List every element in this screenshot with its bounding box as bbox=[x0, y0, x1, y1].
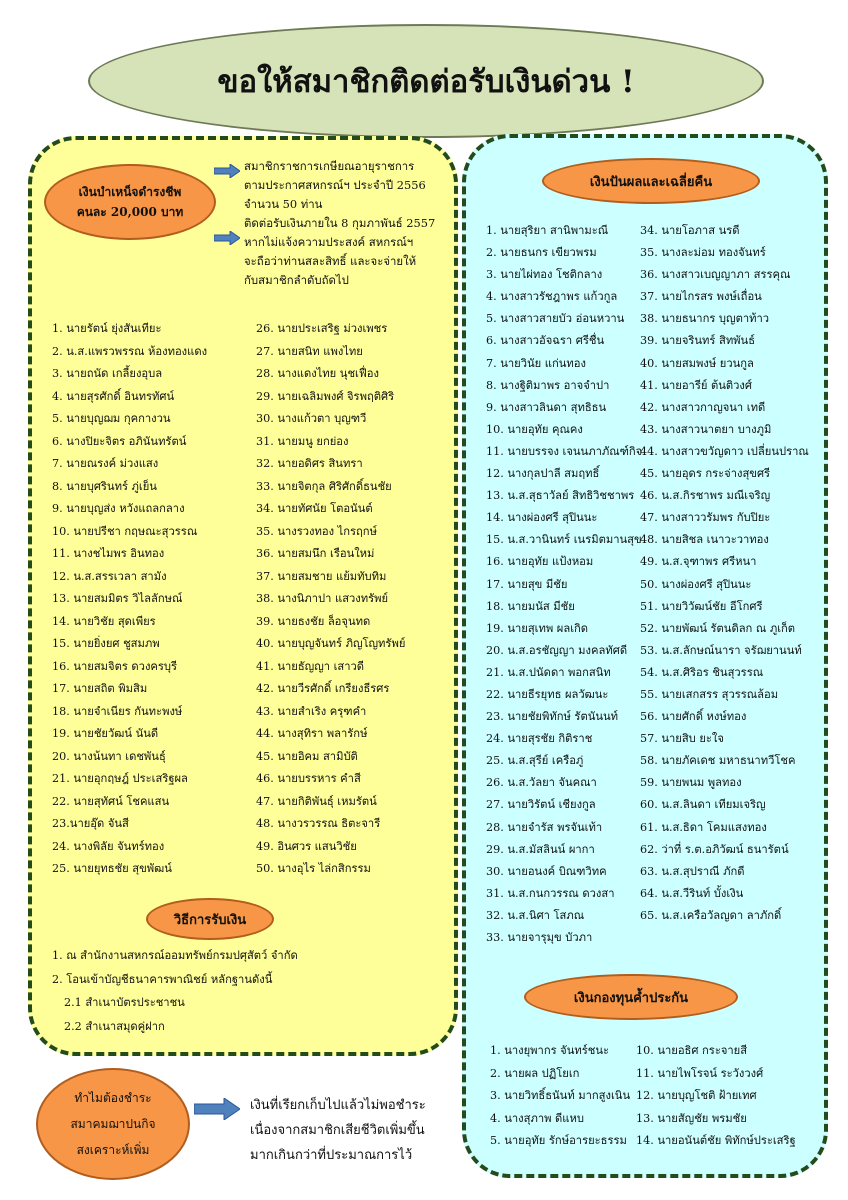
association-text-line: มากเกินกว่าที่ประมาณการไว้ bbox=[250, 1148, 413, 1163]
list-item: 32. น.ส.นิศา โสภณ bbox=[486, 908, 585, 922]
list-item: 25. นายยุทธชัย สุขพัฒน์ bbox=[52, 862, 172, 875]
association-text bbox=[250, 1093, 426, 1168]
list-item: 28. นางแดงไทย นุชเฟื่อง bbox=[256, 367, 379, 380]
list-item: 51. นายวิวัฒน์ชัย อีโกศรี bbox=[640, 599, 763, 613]
list-item: 8. นางฐิติมาพร อาจจำปา bbox=[486, 378, 610, 392]
guarantee-fund-col1 bbox=[490, 1040, 630, 1153]
page-title: ขอให้สมาชิกติดต่อรับเงินด่วน ! bbox=[217, 64, 635, 100]
list-item: 42. นางสาวกาญจนา เทดี bbox=[640, 400, 766, 414]
list-item: 44. นางสุทิรา พลารักษ์ bbox=[256, 727, 368, 740]
list-item: 53. น.ส.ลักษณ์นารา จรัฌยานนท์ bbox=[640, 643, 802, 657]
list-item: 9. นายบุญส่ง หวังแถลกลาง bbox=[52, 502, 185, 515]
list-item: 30. นางแก้วตา บุญฑวี bbox=[256, 412, 367, 425]
payment-method-oval bbox=[146, 898, 274, 940]
list-item: 29. นายเฉลิมพงศ์ จิรพฤติศิริ bbox=[256, 389, 395, 403]
list-item: 21. นายอุกฤษฎ์ ประเสริฐผล bbox=[52, 772, 188, 785]
list-item: 64. น.ส.วีรินท์ บั้งเงิน bbox=[640, 886, 744, 900]
list-item: 50. นางผ่องศรี สุปินนะ bbox=[640, 577, 752, 591]
list-item: 37. นายไกรสร พงษ์เถื่อน bbox=[640, 290, 762, 304]
list-item: 11. นายไพโรจน์ ระวังวงศ์ bbox=[636, 1066, 764, 1080]
list-item: 10. นายอุทัย คุณคง bbox=[486, 422, 583, 436]
list-item: 9. นางสาวลินดา สุทธิธน bbox=[486, 400, 607, 414]
list-item: 4. นายสุรศักดิ์ อินทรทัศน์ bbox=[52, 389, 175, 403]
pension-notes bbox=[244, 157, 435, 290]
list-item: 62. ว่าที่ ร.ต.อภิวัฒน์ ธนารัตน์ bbox=[640, 842, 789, 856]
list-item: 13. นายสมมิตร วิไลลักษณ์ bbox=[52, 592, 183, 605]
list-item: 43. นายสำเริง ครุฑคำ bbox=[256, 704, 367, 718]
list-item: 10. นายปรีชา กฤษณะสุวรรณ bbox=[52, 524, 198, 538]
list-item: 36. นายสมนึก เรือนใหม่ bbox=[256, 547, 375, 560]
dividend-title: เงินปันผลและเฉลี่ยคืน bbox=[589, 174, 713, 190]
list-item: 22. นายธีรยุทธ ผลวัฒนะ bbox=[486, 687, 609, 701]
list-item: 48. นางวรวรรณ ธิตะจารี bbox=[256, 817, 381, 830]
list-item: 15. น.ส.วานินทร์ เนรมิตมานสุข bbox=[486, 533, 642, 547]
list-item: 1. นายสุริยา สานิพามะณี bbox=[486, 224, 609, 237]
list-item: 2. โอนเข้าบัญชีธนาคารพาณิชย์ หลักฐานดังนี้ bbox=[52, 972, 273, 986]
association-text-line: เงินที่เรียกเก็บไปแล้วไม่พอชำระ bbox=[250, 1098, 426, 1113]
list-item: 42. นายวีรศักดิ์ เกรียงธีรศร bbox=[256, 682, 390, 695]
association-oval-line: สงเคราะห์เพิ่ม bbox=[76, 1143, 150, 1157]
pension-list-col2 bbox=[256, 318, 405, 881]
list-item: 12. นางกุลปาลี สมฤทธิ์ bbox=[486, 467, 600, 481]
list-item: 43. นางสาวนาตยา บางภูมิ bbox=[640, 422, 772, 436]
list-item: 7. นายณรงค์ ม่วงแสง bbox=[52, 457, 159, 470]
pension-oval-line2: คนละ 20,000 บาท bbox=[76, 205, 184, 219]
list-item: 57. นายสิบ ยะใจ bbox=[640, 732, 724, 746]
list-item: 47. นายกิติพันธุ์ เหมรัตน์ bbox=[256, 794, 377, 808]
list-item: 5. นายอุทัย รักษ์อารยะธรรม bbox=[490, 1134, 627, 1148]
note-line: กับสมาชิกลำดับถัดไป bbox=[244, 273, 349, 287]
list-item: 10. นายอธิศ กระจายสี bbox=[636, 1044, 748, 1057]
list-item: 3. นายวิทธิ์ธนันท์ มากสูงเนิน bbox=[490, 1089, 631, 1103]
list-item: 24. นางพิลัย จันทร์ทอง bbox=[52, 839, 165, 853]
list-item: 1. นายรัตน์ ยุ่งสันเทียะ bbox=[52, 322, 162, 335]
list-item: 34. นายโอภาส นรดี bbox=[640, 224, 740, 237]
list-item: 60. น.ส.ลินดา เทียมเจริญ bbox=[640, 798, 766, 812]
list-item: 45. นายอิคม สามิบัติ bbox=[256, 749, 358, 763]
arrow-right-icon bbox=[214, 231, 240, 245]
list-item: 58. นายภัคเดช มหาธนาทวีโชค bbox=[640, 754, 796, 768]
note-line: ตามประกาศสหกรณ์ฯ ประจำปี 2556 bbox=[244, 178, 426, 192]
list-item: 52. นายพัฒน์ รัตนดิลก ณ ภูเก็ต bbox=[640, 621, 796, 635]
list-item: 28. นายจำรัส พรจันเท้า bbox=[486, 820, 603, 834]
list-item: 56. นายศักดิ์ หงษ์ทอง bbox=[640, 710, 747, 724]
association-text-line: เนื่องจากสมาชิกเสียชีวิตเพิ่มขึ้น bbox=[250, 1123, 425, 1138]
list-item: 49. น.ส.จุฑาพร ศรีหนา bbox=[640, 555, 757, 569]
list-item: 20. นางน้นทา เดชพันธุ์ bbox=[52, 749, 166, 763]
list-item: 59. นายพนม พูลทอง bbox=[640, 776, 742, 790]
list-item: 17. นายสุข มีชัย bbox=[486, 577, 568, 591]
list-item: 3. นายถนัด เกลี้ยงอุบล bbox=[52, 367, 163, 380]
list-item: 54. น.ส.ศิริอร ชินสุวรรณ bbox=[640, 665, 764, 679]
list-item: 3. นายไผ่ทอง โชติกลาง bbox=[486, 268, 603, 282]
list-item: 20. น.ส.อรชัญญา มงคลทัศดี bbox=[486, 643, 628, 657]
list-item: 22. นายสุทัศน์ โชคแสน bbox=[52, 794, 170, 808]
list-item: 61. น.ส.ธิดา โคมแสงทอง bbox=[640, 820, 767, 834]
list-item: 21. น.ส.ปนัดดา พอกสนิท bbox=[486, 665, 611, 679]
list-item: 24. นายสุรชัย กิติราช bbox=[486, 732, 593, 746]
list-item: 7. นายวินัย แก่นทอง bbox=[486, 356, 586, 370]
list-item: 23.นายอุ๊ด จันสี bbox=[52, 817, 129, 830]
list-item: 13. นายสัญชัย พรมชัย bbox=[636, 1111, 747, 1125]
note-line: ติดต่อรับเงินภายใน 8 กุมภาพันธ์ 2557 bbox=[244, 216, 436, 230]
list-item: 1. ณ สำนักงานสหกรณ์ออมทรัพย์กรมปศุสัตว์ จำกัด bbox=[52, 949, 298, 962]
dividend-oval bbox=[542, 158, 760, 204]
list-item: 65. น.ส.เครือวัลญดา ลาภักดิ์ bbox=[640, 908, 782, 922]
list-item: 30. นายอนงค์ บิณฑวิทค bbox=[486, 864, 607, 878]
list-item: 41. นายอารีย์ ต้นติวงศ์ bbox=[640, 378, 752, 392]
guarantee-fund-oval bbox=[524, 974, 738, 1020]
list-item: 12. น.ส.สรรเวลา สามัง bbox=[52, 569, 167, 583]
list-item: 34. นายทัศนัย โตอนันต์ bbox=[256, 502, 373, 515]
list-item: 27. นายวิรัตน์ เชียงกูล bbox=[486, 798, 596, 812]
list-item: 29. น.ส.มัสลินน์ ผากา bbox=[486, 842, 595, 856]
list-item: 14. นางผ่องศรี สุปินนะ bbox=[486, 511, 598, 525]
list-item: 18. นายจำเนียร กันทะพงษ์ bbox=[52, 704, 183, 718]
list-item: 33. นายจิตกุล ศิริศักดิ์ธนชัย bbox=[256, 479, 392, 493]
list-item: 19. นายชัยวัฒน์ นันดี bbox=[52, 727, 159, 740]
payment-method-title: วิธีการรับเงิน bbox=[173, 912, 247, 928]
title-banner bbox=[88, 24, 764, 138]
pension-oval bbox=[44, 164, 216, 240]
list-item: 49. อินศวร แสนวิชัย bbox=[256, 839, 357, 853]
note-line: จำนวน 50 ท่าน bbox=[244, 197, 323, 211]
list-item: 19. นายสุเทพ ผลเกิด bbox=[486, 621, 589, 635]
list-item: 40. นายสมพงษ์ ยวนกูล bbox=[640, 356, 754, 370]
list-item: 33. นายจารุมุข บัวภา bbox=[486, 931, 593, 944]
list-item: 41. นายธัญญา เสาวดี bbox=[256, 659, 365, 673]
list-item: 31. น.ส.กนกวรรณ ดวงสา bbox=[486, 886, 615, 900]
list-item: 35. นางละม่อม ทองจันทร์ bbox=[640, 246, 766, 260]
list-item: 15. นายยิ่งยศ ชูสมภพ bbox=[52, 637, 160, 650]
list-item: 63. น.ส.สุปราณี ภักดี bbox=[640, 864, 745, 878]
list-item: 2. นายผล ปฏิโยเก bbox=[490, 1066, 580, 1080]
association-oval bbox=[36, 1068, 190, 1180]
list-item: 11. นางชไมพร อินทอง bbox=[52, 547, 165, 560]
list-item: 2. นายธนกร เขียวพรม bbox=[486, 246, 597, 260]
list-item: 47. นางสาววรัมพร กับปิยะ bbox=[640, 511, 771, 525]
list-item: 6. นางปิยะจิตร อภินันทรัตน์ bbox=[52, 434, 187, 448]
list-item: 16. นายอุทัย แป้งหอม bbox=[486, 555, 594, 569]
list-item: 37. นายสมชาย แย้มทับทิม bbox=[256, 569, 387, 583]
list-item: 44. นางสาวขวัญดาว เปลี่ยนปราณ bbox=[640, 444, 809, 458]
guarantee-fund-col2 bbox=[636, 1040, 796, 1153]
list-item: 12. นายบุญโชติ ฝ้ายเทศ bbox=[636, 1089, 757, 1103]
pension-list-col1 bbox=[52, 318, 207, 881]
list-item: 27. นายสนิท แพงไทย bbox=[256, 344, 363, 358]
list-item: 35. นางรวงทอง ไกรฤกษ์ bbox=[256, 524, 377, 538]
list-item: 40. นายบุญจันทร์ ภิญโญทรัพย์ bbox=[256, 637, 406, 650]
list-item: 14. นายอนันต์ชัย พิทักษ์ประเสริฐ bbox=[636, 1134, 796, 1148]
list-item: 25. น.ส.สุรีย์ เครือภู่ bbox=[486, 754, 584, 768]
list-item: 39. นายจรินทร์ สิทพันธ์ bbox=[640, 334, 756, 348]
list-item: 46. น.ส.กิรชาพร มณีเจริญ bbox=[640, 489, 771, 503]
list-item: 4. นางสุภาพ ดีแหบ bbox=[490, 1111, 584, 1125]
payment-method-list bbox=[52, 944, 298, 1038]
list-item: 13. น.ส.สุธาวัลย์ สิทธิวิชชาพร bbox=[486, 489, 635, 503]
list-item: 2.1 สำเนาบัตรประชาชน bbox=[64, 996, 185, 1009]
list-item: 31. นายมนู ยกย่อง bbox=[256, 434, 349, 448]
list-item: 8. นายบุศรินทร์ ภู่เย็น bbox=[52, 479, 157, 493]
list-item: 17. นายสถิต พิมสิม bbox=[52, 682, 148, 695]
list-item: 18. นายมนัส มีชัย bbox=[486, 599, 575, 613]
list-item: 2. น.ส.แพรวพรรณ ห้องทองแดง bbox=[52, 344, 208, 358]
list-item: 4. นางสาวรัชฎาพร แก้วกูล bbox=[486, 290, 618, 304]
list-item: 26. นายประเสริฐ ม่วงเพชร bbox=[256, 322, 388, 335]
list-item: 5. นายบุญฌม กุคกางวน bbox=[52, 412, 171, 425]
dividend-list-col1 bbox=[486, 220, 642, 949]
pension-oval-line1: เงินบำเหน็จดำรงชีพ bbox=[78, 185, 182, 199]
list-item: 5. นางสาวสายบัว อ่อนหวาน bbox=[486, 312, 625, 326]
list-item: 26. น.ส.วัลยา จันคณา bbox=[486, 776, 597, 790]
list-item: 39. นายธงชัย ล็อจุนทด bbox=[256, 614, 371, 628]
dividend-list-col2 bbox=[640, 220, 809, 927]
list-item: 32. นายอดิศร สินทรา bbox=[256, 457, 363, 470]
list-item: 38. นางนิภาปา แสวงทรัพย์ bbox=[256, 592, 389, 605]
list-item: 11. นายบรรจง เจนนภาภัณฑ์กิจ bbox=[486, 444, 643, 458]
list-item: 14. นายวิชัย สุดเพียร bbox=[52, 614, 156, 628]
list-item: 55. นายเสกสรร สุวรรณล้อม bbox=[640, 687, 779, 701]
guarantee-fund-title: เงินกองทุนค้ำประกัน bbox=[573, 990, 689, 1006]
list-item: 48. นายสิชล เนาวะวาทอง bbox=[640, 533, 769, 547]
list-item: 45. นายอุดร กระจ่างสุขศรี bbox=[640, 467, 771, 481]
list-item: 50. นางอุไร ไล่กสิกรรม bbox=[256, 862, 371, 875]
note-line: หากไม่แจ้งความประสงค์ สหกรณ์ฯ bbox=[244, 235, 414, 249]
arrow-right-icon bbox=[194, 1098, 240, 1120]
list-item: 36. นางสาวเบญญาภา สรรคุณ bbox=[640, 268, 791, 282]
list-item: 38. นายธนากร บุญตาท้าว bbox=[640, 312, 770, 326]
association-oval-line: ทำไมต้องชำระ bbox=[74, 1091, 152, 1105]
arrow-right-icon bbox=[214, 164, 240, 178]
note-line: สมาชิกราชการเกษียณอายุราชการ bbox=[244, 159, 415, 173]
list-item: 46. นายบรรหาร คำสี bbox=[256, 772, 361, 785]
list-item: 16. นายสมจิตร ดวงครบุรี bbox=[52, 659, 178, 673]
list-item: 6. นางสาวอัจฉรา ศรีชื่น bbox=[486, 334, 605, 348]
list-item: 1. นางยุพากร จันทร์ชนะ bbox=[490, 1044, 610, 1057]
list-item: 2.2 สำเนาสมุดคู่ฝาก bbox=[64, 1019, 165, 1033]
association-oval-line: สมาคมฌาปนกิจ bbox=[70, 1117, 156, 1131]
list-item: 23. นายชัยพิทักษ์ รัตนันนท์ bbox=[486, 710, 619, 724]
note-line: จะถือว่าท่านสละสิทธิ์ และจะจ่ายให้ bbox=[244, 254, 417, 268]
